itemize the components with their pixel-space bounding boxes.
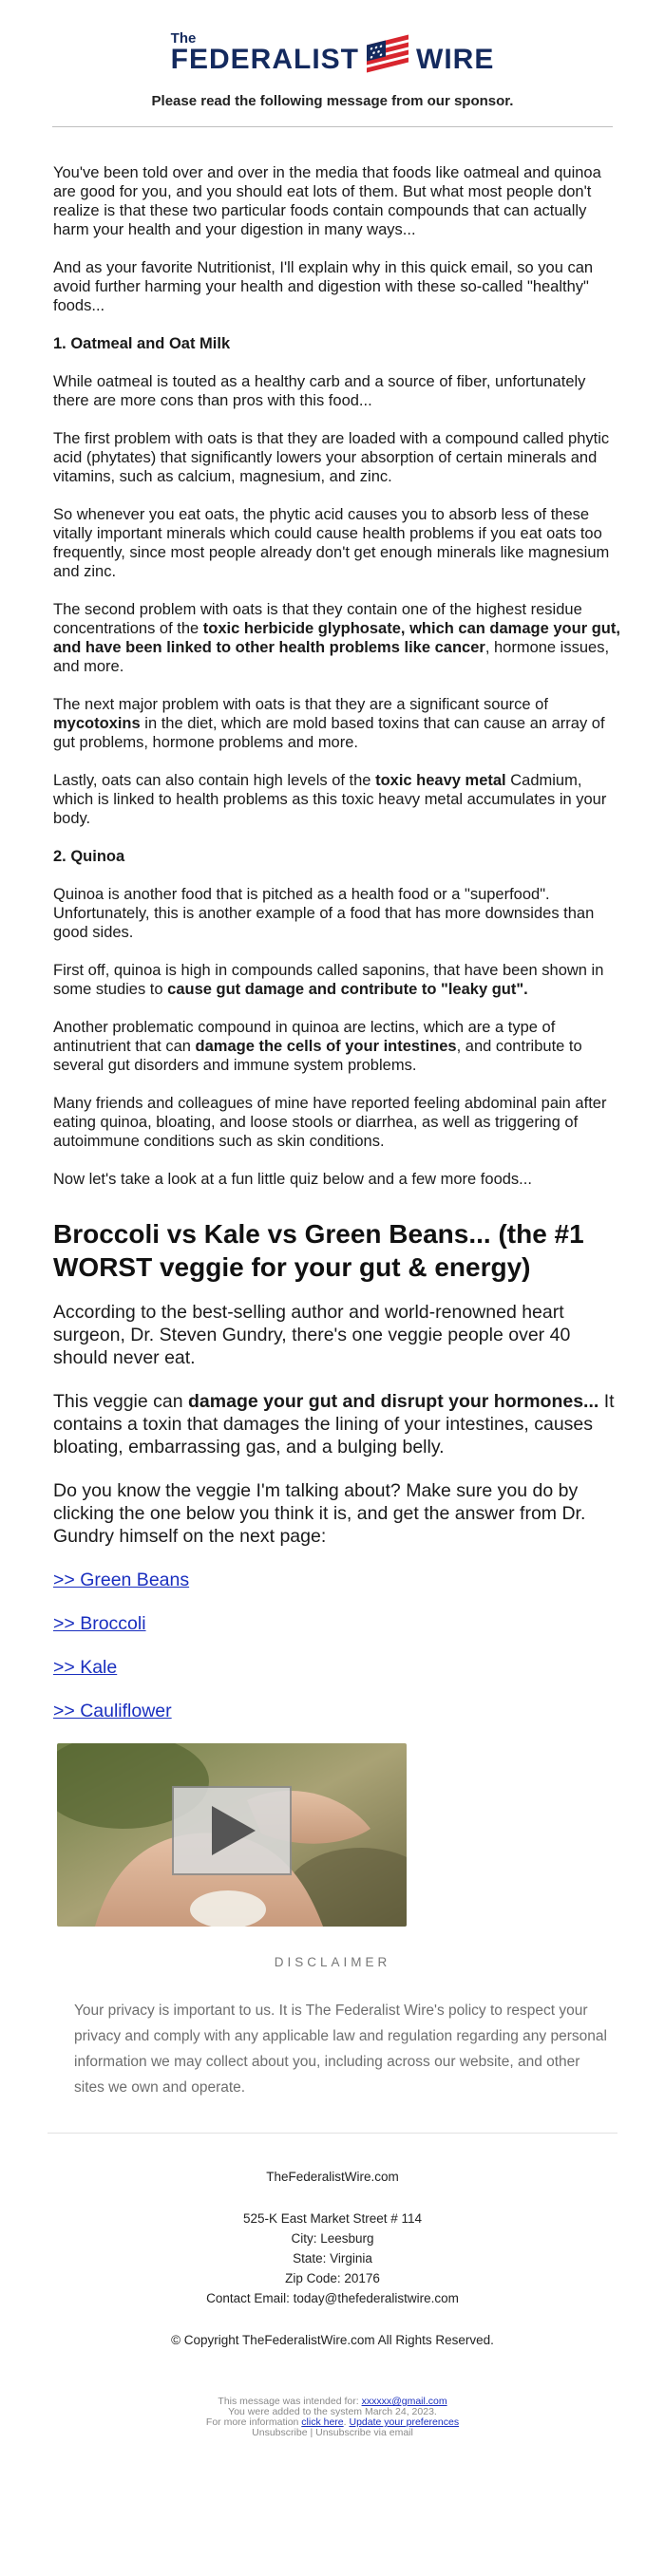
outro-paragraph: Now let's take a look at a fun little quiz below and a few more foods...	[53, 1171, 532, 1188]
footer-state: State: Virginia	[293, 2251, 372, 2266]
promo-headline: Broccoli vs Kale vs Green Beans... (the #1 WORST veggie for your gut & energy)	[53, 1219, 584, 1282]
unsubscribe-email-link[interactable]: Unsubscribe via email	[315, 2427, 413, 2438]
disclaimer-title: DISCLAIMER	[274, 1955, 391, 1969]
promo-2-bold: damage your gut and disrupt your hormones...	[188, 1391, 599, 1412]
fine-print	[0, 2397, 665, 2438]
oats-paragraph-2: The first problem with oats is that they are loaded with a compound called phytic acid (phytates) that significantly lowers your absorption of certain minerals and vitamins, such as calcium, magnesium, and zinc.	[53, 430, 610, 485]
added-line: You were added to the system March 24, 2023.	[228, 2406, 437, 2417]
oats-5-text-a: The next major problem with oats is that they are a significant source of	[53, 696, 548, 713]
logo-text-left	[171, 32, 359, 74]
oats-4-text-c: , hormone issues, and more.	[53, 639, 610, 675]
oats-paragraph-5	[53, 695, 621, 752]
option-cauliflower-link[interactable]: >> Cauliflower	[53, 1701, 172, 1721]
federalist-wire-logo[interactable]	[171, 27, 495, 74]
quinoa-paragraph-4: Many friends and colleagues of mine have reported feeling abdominal pain after eating quinoa, bloating, and loose stools or diarrhea, as well as triggering of autoimmune conditions such as skin conditions.	[53, 1095, 607, 1150]
option-broccoli-link[interactable]: >> Broccoli	[53, 1613, 146, 1634]
oats-paragraph-3: So whenever you eat oats, the phytic acid causes you to absorb less of these vitally important minerals which could cause health problems if you eat oats too frequently, since most people already don't get enough minerals like magnesium and zinc.	[53, 506, 610, 580]
logo-the: The	[170, 30, 197, 47]
promo-2-text-a: This veggie can	[53, 1391, 188, 1412]
intestines-bold: damage the cells of your intestines	[195, 1038, 457, 1055]
unsubscribe-separator: |	[307, 2427, 316, 2438]
unsubscribe-line	[0, 2428, 665, 2438]
footer-street: 525-K East Market Street # 114	[242, 2211, 423, 2226]
flag-icon	[365, 32, 410, 74]
quinoa-heading: 2. Quinoa	[53, 848, 125, 865]
promo-paragraph-1: According to the best-selling author and world-renowned heart surgeon, Dr. Steven Gundry, there's one veggie people over 40 should never eat.	[53, 1302, 571, 1368]
heavy-metal-bold: toxic heavy metal	[375, 772, 506, 789]
leaky-gut-bold: cause gut damage and contribute to "leaky gut".	[167, 981, 528, 998]
oats-paragraph-6	[53, 771, 621, 828]
footer	[0, 2170, 665, 2347]
option-green-beans-link[interactable]: >> Green Beans	[53, 1570, 190, 1590]
article-body	[0, 127, 665, 1189]
promo-paragraph-2	[53, 1390, 621, 1458]
footer-email: Contact Email: today@thefederalistwire.com	[206, 2291, 459, 2305]
email-header	[0, 0, 665, 127]
promo-paragraph-3: Do you know the veggie I'm talking about? Make sure you do by clicking the one below you think it is, and get the answer from Dr. Gundry himself on the next page:	[53, 1480, 586, 1547]
disclaimer-text: Your privacy is important to us. It is The Federalist Wire's policy to respect your privacy and comply with any applicable law and regulation regarding any personal information we may collect about you, including across our website, and other sites we own and operate.	[74, 2003, 607, 2096]
footer-city: City: Leesburg	[291, 2231, 374, 2246]
intro-paragraph-2: And as your favorite Nutritionist, I'll explain why in this quick email, so you can avoid further harming your health and digestion with these so-called "healthy" foods...	[53, 259, 594, 314]
quinoa-paragraph-3	[53, 1018, 621, 1075]
glyphosate-bold: toxic herbicide glyphosate, which can damage your gut, and have been linked to other health problems like cancer	[53, 620, 620, 656]
oats-6-text-a: Lastly, oats can also contain high levels of the	[53, 772, 376, 789]
quinoa-3-text-c: , and contribute to several gut disorders and immune system problems.	[53, 1038, 582, 1074]
quinoa-paragraph-1: Quinoa is another food that is pitched as a health food or a "superfood". Unfortunately, this is another example of a food that has more downsides than good sides.	[53, 886, 595, 941]
footer-site: TheFederalistWire.com	[266, 2170, 399, 2184]
sponsor-notice: Please read the following message from our sponsor.	[151, 93, 514, 109]
intro-paragraph-1: You've been told over and over in the media that foods like oatmeal and quinoa are good for you, and you should eat lots of them. But what most people don't realize is that these two particular foods contain compounds that can actually harm your health and your digestion in many ways...	[53, 164, 601, 238]
footer-address	[0, 2209, 665, 2308]
footer-zip: Zip Code: 20176	[285, 2271, 380, 2285]
oats-6-text-c: Cadmium, which is linked to health problems as this toxic heavy metal accumulates in your body.	[53, 772, 607, 827]
mycotoxins-bold: mycotoxins	[53, 715, 141, 732]
unsubscribe-link[interactable]: Unsubscribe	[252, 2427, 308, 2438]
video-thumbnail[interactable]	[57, 1743, 407, 1927]
footer-divider	[48, 2133, 618, 2134]
quinoa-3-text-a: Another problematic compound in quinoa are lectins, which are a type of antinutrient that can	[53, 1019, 556, 1055]
quinoa-paragraph-2	[53, 961, 621, 999]
option-kale-link[interactable]: >> Kale	[53, 1657, 118, 1678]
logo-federalist: FEDERALIST	[170, 44, 359, 75]
intended-email-link[interactable]: xxxxxx@gmail.com	[361, 2396, 447, 2407]
promo-2-text-c: It contains a toxin that damages the lining of your intestines, causes bloating, embarrassing gas, and a bulging belly.	[53, 1391, 615, 1457]
logo-wire: WIRE	[416, 44, 495, 75]
comma-sep: .	[343, 2416, 350, 2428]
more-info-prefix: For more information	[205, 2416, 302, 2428]
oats-paragraph-1: While oatmeal is touted as a healthy carb and a source of fiber, unfortunately there are more cons than pros with this food...	[53, 373, 586, 409]
intended-prefix: This message was intended for:	[218, 2396, 362, 2407]
oats-5-text-c: in the diet, which are mold based toxins that can cause an array of gut problems, hormone problems and more.	[53, 715, 605, 751]
footer-copyright: © Copyright TheFederalistWire.com All Rights Reserved.	[171, 2333, 494, 2347]
quinoa-2-text-a: First off, quinoa is high in compounds called saponins, that have been shown in some studies to	[53, 962, 604, 998]
oats-paragraph-4	[53, 600, 621, 676]
promo-section	[0, 1208, 665, 1722]
oats-heading: 1. Oatmeal and Oat Milk	[53, 335, 231, 352]
click-here-link[interactable]: click here	[301, 2416, 344, 2428]
update-preferences-link[interactable]: Update your preferences	[349, 2416, 460, 2428]
oats-4-text-a: The second problem with oats is that they contain one of the highest residue concentrations of the	[53, 601, 582, 637]
video-image	[57, 1743, 407, 1927]
